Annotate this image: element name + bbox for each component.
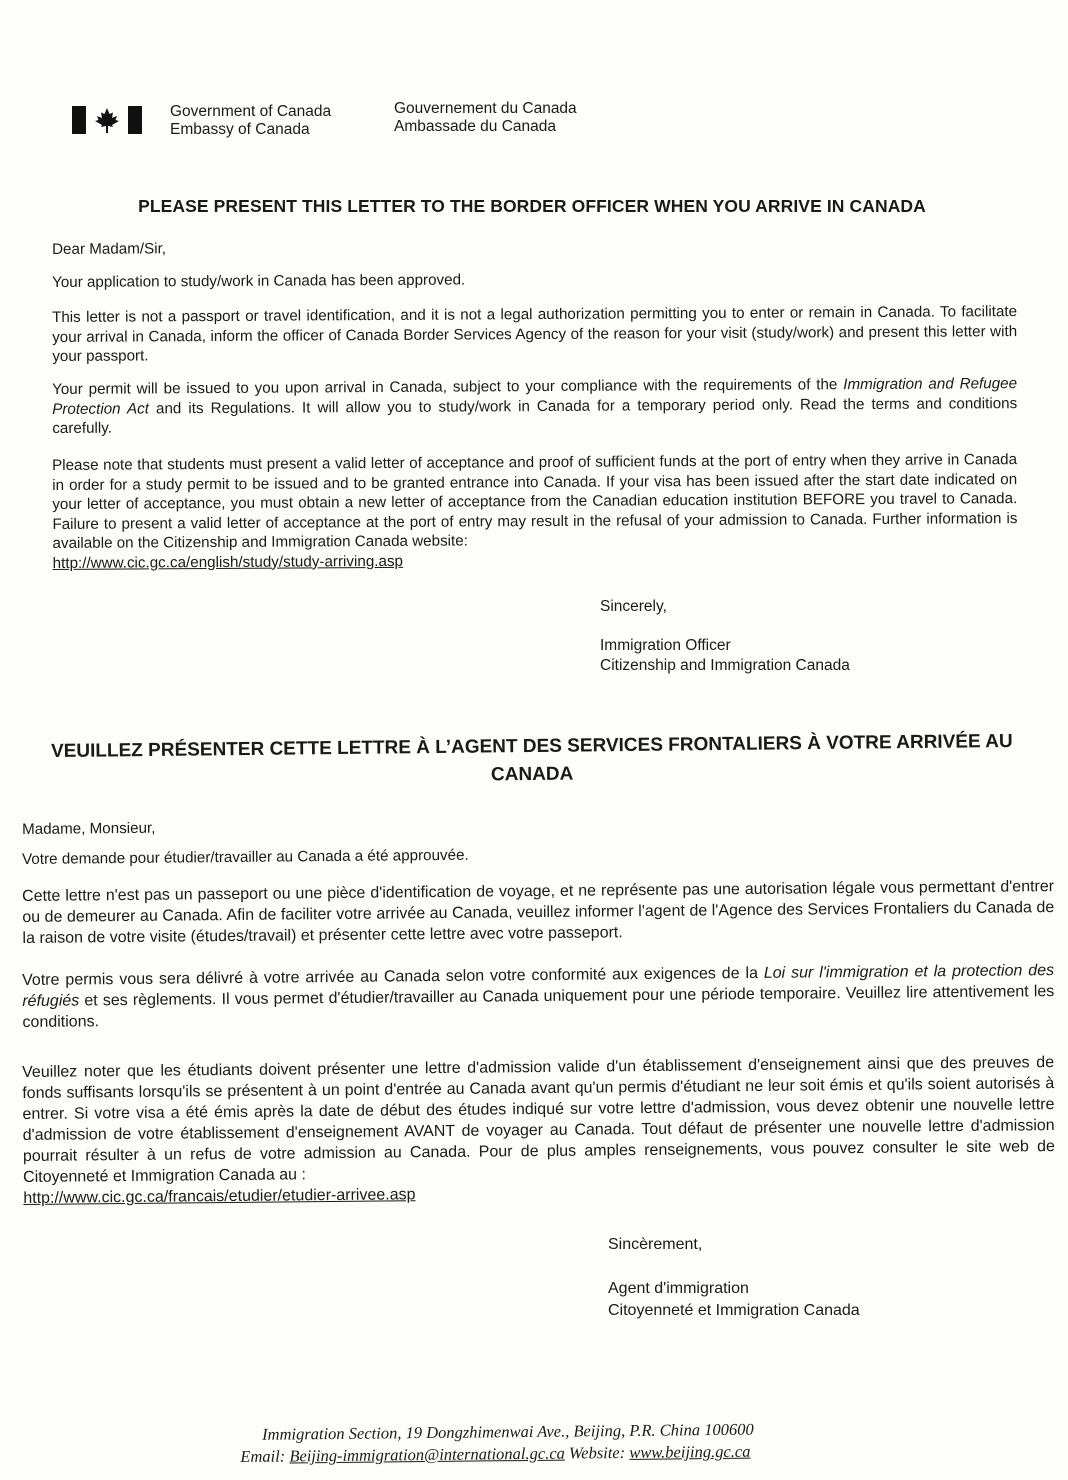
french-signature [608, 1278, 860, 1322]
french-signer-org: Citoyenneté et Immigration Canada [608, 1302, 860, 1319]
french-website-link[interactable]: http://www.cic.gc.ca/francais/etudier/etudier-arrivee.asp [23, 1186, 416, 1207]
letterhead [72, 100, 672, 140]
english-p2-text-before: Your permit will be issued to you upon arrival in Canada, subject to your compliance with the requirements of the [52, 376, 844, 398]
english-p2-text-after: and its Regulations. It will allow you to study/work in Canada for a temporary period only. Read the terms and conditions carefully. [52, 394, 1018, 437]
french-paragraph-3 [22, 1052, 1055, 1209]
english-title: PLEASE PRESENT THIS LETTER TO THE BORDER OFFICER WHEN YOU ARRIVE IN CANADA [138, 196, 926, 216]
embassy-of-canada-en: Embassy of Canada [170, 121, 310, 138]
english-website-link[interactable]: http://www.cic.gc.ca/english/study/study-arriving.asp [52, 552, 404, 572]
government-of-canada-fr: Gouvernement du Canada [394, 100, 577, 117]
canada-flag-icon [72, 106, 142, 134]
government-french-name [394, 100, 577, 136]
french-paragraph-2 [22, 960, 1055, 1033]
english-signer-org: Citizenship and Immigration Canada [600, 657, 850, 674]
english-salutation: Dear Madam/Sir, [52, 240, 167, 258]
french-paragraph-1: Cette lettre n'est pas un passeport ou une pièce d'identification de voyage, et ne représente pas une autorisation légale vous permettant d'entrer ou de demeurer au Canada. Afin de faciliter votre arrivée au Canada, veuillez informer l'agent de l'Agence des Services Frontaliers du Canada de la raison de votre visite (études/travail) et présenter cette lettre avec votre passeport. [22, 878, 1055, 947]
english-signer-title: Immigration Officer [600, 637, 731, 654]
french-salutation: Madame, Monsieur, [22, 819, 156, 838]
english-p2-act-name: Immigration and Refugee Protection Act [52, 375, 1018, 418]
english-paragraph-2 [52, 374, 1017, 438]
english-approval-line: Your application to study/work in Canada has been approved. [52, 271, 466, 291]
french-p2-law-name: Loi sur l'immigration et la protection des réfugiés [22, 962, 1055, 1010]
english-p3-text: Please note that students must present a valid letter of acceptance and proof of sufficient funds at the port of entry when they arrive in Canada in order for a study permit to be issued and to be granted entrance into Canada. If your visa has been issued after the start date indicated on your letter of acceptance, you must obtain a new letter of acceptance from the Canadian education institution BEFORE you travel to Canada. Failure to present a valid letter of acceptance at the port of entry may result in the refusal of your admission to Canada. Further information is available on the Citizenship and Immigration Canada website: [52, 451, 1018, 552]
government-of-canada-en: Government of Canada [170, 103, 332, 120]
english-closing: Sincerely, [600, 598, 667, 615]
french-closing: Sincèrement, [608, 1236, 703, 1253]
french-signer-title: Agent d'immigration [608, 1280, 749, 1297]
french-approval-line: Votre demande pour étudier/travailler au Canada a été approuvée. [22, 846, 469, 868]
government-english-name [170, 103, 331, 139]
footer-website-link[interactable]: www.beijing.gc.ca [629, 1441, 751, 1462]
french-p3-text: Veuillez noter que les étudiants doivent présenter une lettre d'admission valide d'un établissement d'enseignement ainsi que des preuves de fonds suffisants lorsqu'ils se présentent à un point d'entrée au Canada avant qu'un permis d'étudiant ne leur soit émis et qu'ils soient autorisés à entrer. Si votre visa a été émis après la date de début des études indiqué sur votre lettre d'admission, vous devez obtenir une nouvelle lettre d'admission de votre établissement d'enseignement AVANT de voyager au Canada. Tout défaut de présenter une nouvelle lettre d'admission pourrait résulter à un refus de votre admission au Canada. Pour de plus amples renseignements, vous pouvez consulter le site web de Citoyenneté et Immigration Canada au : [22, 1054, 1055, 1186]
french-title: VEUILLEZ PRÉSENTER CETTE LETTRE À L’AGENT DES SERVICES FRONTALIERS À VOTRE ARRIVÉE AU CANADA [50, 730, 1013, 786]
footer-email-label: Email: [240, 1446, 286, 1466]
footer-email-link[interactable]: Beijing-immigration@international.gc.ca [289, 1443, 565, 1466]
english-paragraph-1: This letter is not a passport or travel identification, and it is not a legal authorization permitting you to enter or remain in Canada. To facilitate your arrival in Canada, inform the officer of Canada Border Services Agency of the reason for your visit (study/work) and present this letter with your passport. [52, 303, 1018, 365]
embassy-of-canada-fr: Ambassade du Canada [394, 118, 557, 135]
footer [240, 1418, 860, 1468]
french-p2-text-before: Votre permis vous sera délivré à votre arrivée au Canada selon votre conformité aux exigences de la [22, 964, 764, 989]
french-p2-text-after: et ses règlements. Il vous permet d'étudier/travailler au Canada uniquement pour une période temporaire. Veuillez lire attentivement les conditions. [22, 983, 1055, 1031]
footer-website-label: Website: [568, 1442, 626, 1463]
english-paragraph-3 [52, 450, 1018, 573]
english-signature [600, 636, 850, 676]
footer-address: Immigration Section, 19 Dongzhimenwai Ave., Beijing, P.R. China 100600 [262, 1419, 754, 1444]
